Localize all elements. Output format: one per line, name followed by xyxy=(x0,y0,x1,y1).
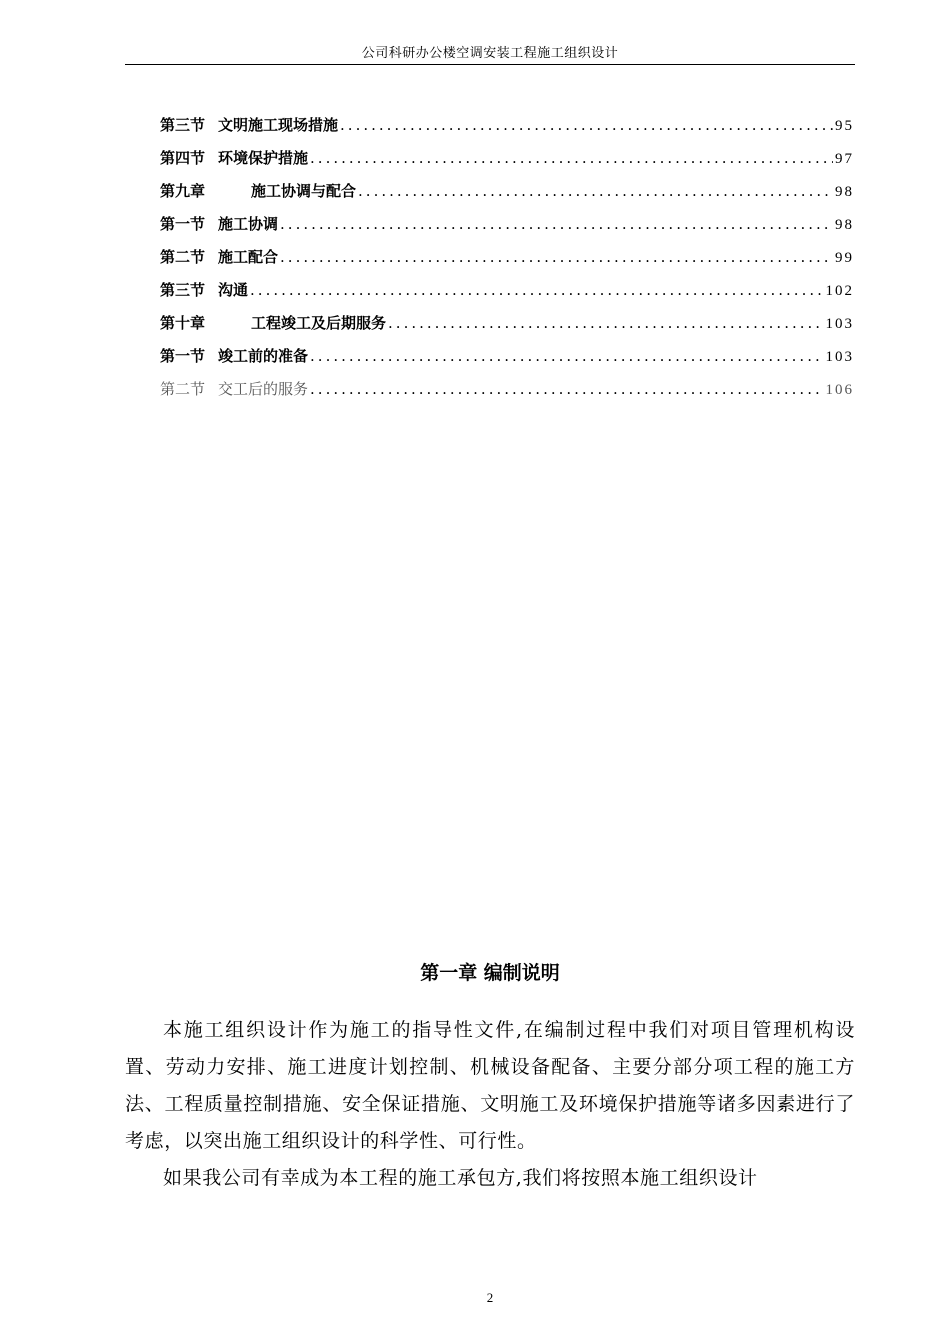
toc-entry-number: 第二节 xyxy=(160,380,206,398)
toc-entry-title: 工程竣工及后期服务 xyxy=(251,314,387,332)
toc-dot-leader xyxy=(310,343,823,369)
page-number: 2 xyxy=(486,1290,494,1305)
header-rule xyxy=(125,64,855,65)
toc-entry-title: 交工后的服务 xyxy=(218,380,309,398)
toc-entry-number: 第四节 xyxy=(160,149,206,167)
chapter-heading: 第一章 编制说明 xyxy=(420,962,560,984)
toc-entry-title: 沟通 xyxy=(218,281,249,299)
toc-dot-leader xyxy=(280,244,833,270)
toc-dot-leader xyxy=(280,211,833,237)
toc-dot-leader xyxy=(388,310,823,336)
toc-entry-page: 97 xyxy=(835,151,854,167)
toc-entry-number: 第一节 xyxy=(160,215,206,233)
toc-entry-3-3[interactable] xyxy=(160,112,854,145)
table-of-contents xyxy=(160,112,854,409)
toc-entry-number: 第九章 xyxy=(160,182,206,200)
toc-entry-9-3[interactable] xyxy=(160,277,854,310)
toc-entry-10-2[interactable] xyxy=(160,376,854,409)
body-paragraph: 本施工组织设计作为施工的指导性文件,在编制过程中我们对项目管理机构设置、劳动力安排、施工进度计划控制、机械设备配备、主要分部分项工程的施工方法、工程质量控制措施、安全保证措施、文明施工及环境保护措施等诸多因素进行了考虑，以突出施工组织设计的科学性、可行性。 xyxy=(125,1019,855,1152)
toc-entry-4[interactable] xyxy=(160,145,854,178)
toc-entry-number: 第十章 xyxy=(160,314,206,332)
toc-entry-page: 98 xyxy=(835,217,854,233)
toc-entry-page: 98 xyxy=(835,184,854,200)
toc-entry-page: 95 xyxy=(835,118,854,134)
toc-entry-10-1[interactable] xyxy=(160,343,854,376)
toc-entry-title: 竣工前的准备 xyxy=(218,347,309,365)
toc-dot-leader xyxy=(358,178,833,204)
toc-entry-9-1[interactable] xyxy=(160,211,854,244)
toc-entry-title: 文明施工现场措施 xyxy=(218,116,339,134)
chapter-body xyxy=(125,1012,855,1197)
toc-entry-title: 施工协调 xyxy=(218,215,279,233)
toc-entry-chapter-10[interactable] xyxy=(160,310,854,343)
toc-dot-leader xyxy=(310,376,823,402)
toc-entry-title: 施工协调与配合 xyxy=(251,182,357,200)
toc-entry-number: 第一节 xyxy=(160,347,206,365)
toc-dot-leader xyxy=(250,277,823,303)
body-paragraph: 如果我公司有幸成为本工程的施工承包方,我们将按照本施工组织设计 xyxy=(163,1167,758,1189)
toc-entry-title: 施工配合 xyxy=(218,248,279,266)
toc-entry-number: 第三节 xyxy=(160,281,206,299)
toc-dot-leader xyxy=(310,145,833,171)
toc-entry-page: 103 xyxy=(825,316,854,332)
toc-entry-page: 102 xyxy=(825,283,854,299)
toc-entry-page: 99 xyxy=(835,250,854,266)
toc-entry-page: 103 xyxy=(825,349,854,365)
toc-entry-number: 第二节 xyxy=(160,248,206,266)
toc-entry-9-2[interactable] xyxy=(160,244,854,277)
toc-dot-leader xyxy=(340,112,833,138)
toc-entry-chapter-9[interactable] xyxy=(160,178,854,211)
toc-entry-title: 环境保护措施 xyxy=(218,149,309,167)
toc-entry-number: 第三节 xyxy=(160,116,206,134)
toc-entry-page: 106 xyxy=(825,382,854,398)
running-header: 公司科研办公楼空调安装工程施工组织设计 xyxy=(361,46,619,61)
